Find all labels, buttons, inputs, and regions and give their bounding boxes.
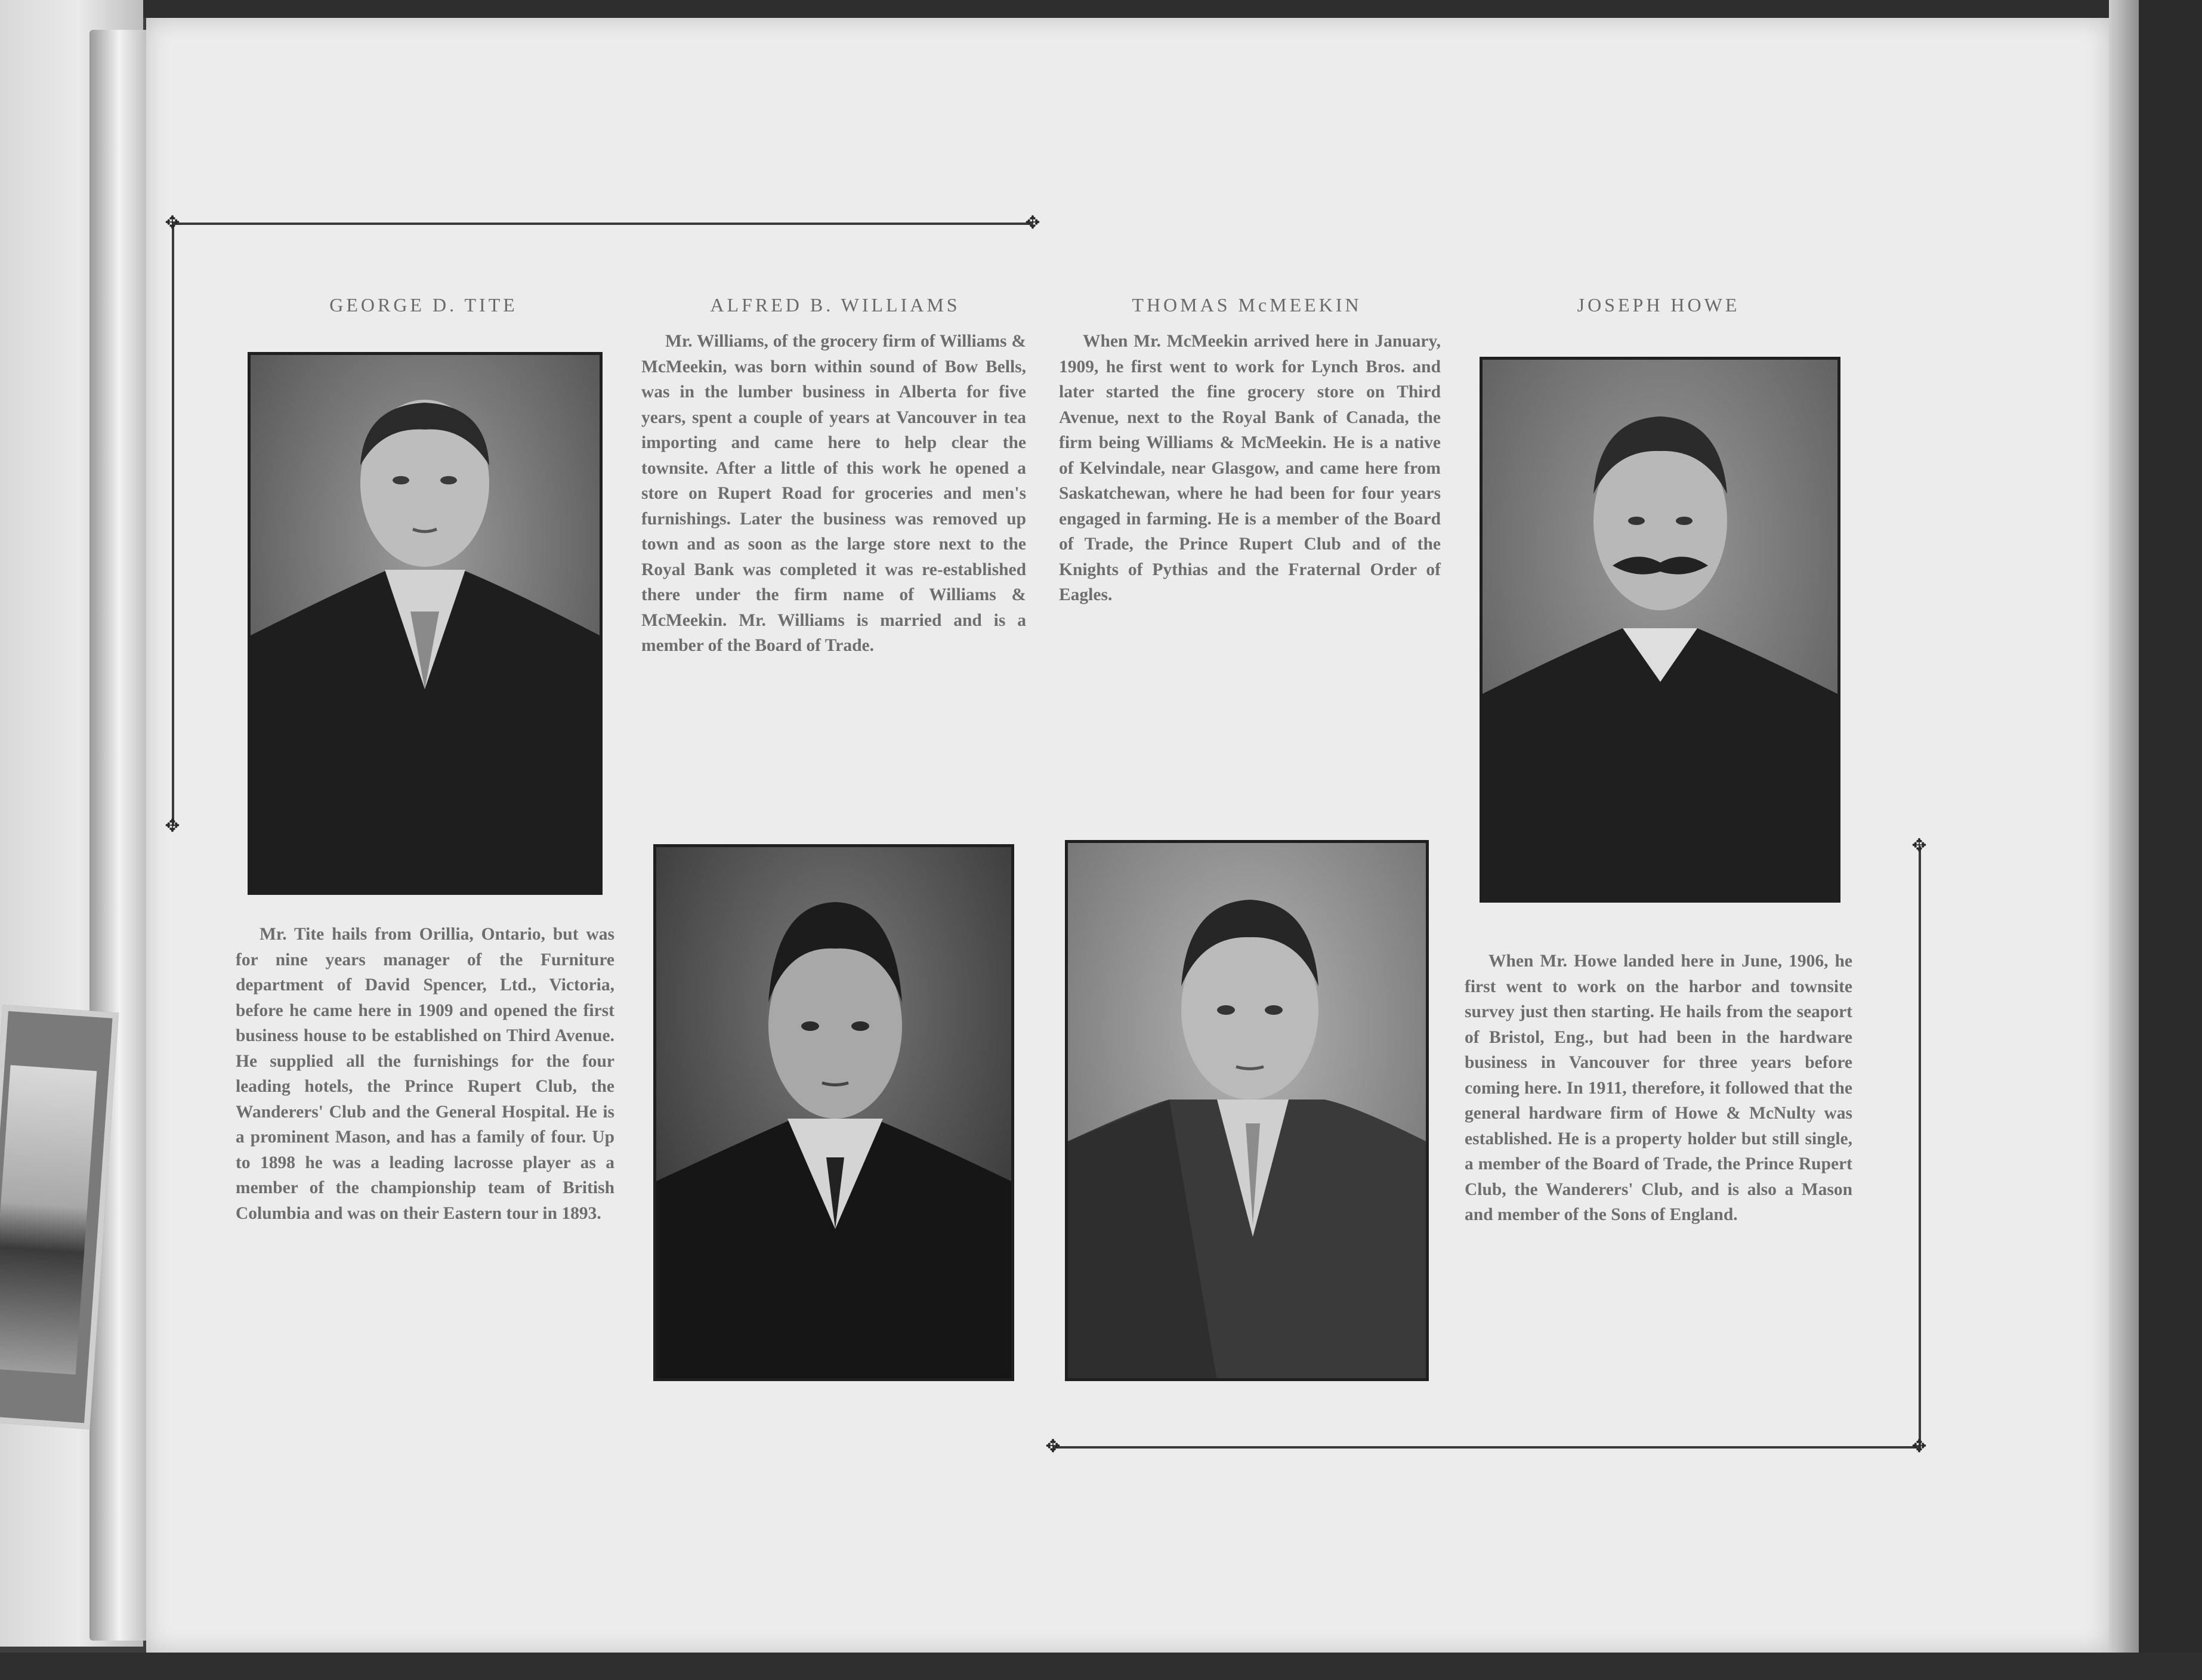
ornament-icon: ✥ xyxy=(1045,1436,1061,1457)
person-biography: When Mr. Howe landed here in June, 1906, he first went to work on the harbor and townsite survey just then starting. He hails from the seaport of Bristol, Eng., but had been in the hardware business in Vancouver for three years before coming here. In 1911, therefore, it followed that the general hardware firm of Howe & McNulty was established. He is a property holder but still single, a member of the Board of Trade, the Prince Rupert Club, the Wanderers' Club, and is also a Mason and member of the Sons of England. xyxy=(1465,952,1852,1224)
scan-border-bottom xyxy=(0,1653,2202,1680)
person-biography: Mr. Williams, of the grocery firm of Williams & McMeekin, was born within sound of Bow Bells, was in the lumber business in Alberta for five years, spent a couple of years at Vancouver in tea importing and came here to help clear the townsite. After a little of this work he opened a store on Rupert Road for groceries and men's furnishings. Later the business was removed up town and as soon as the large store next to the Royal Bank was completed it was re-established there under the firm name of Williams & McMeekin. Mr. Williams is married and is a member of the Board of Trade. xyxy=(641,332,1026,655)
ornament-icon: ✥ xyxy=(165,816,180,836)
person-biography: When Mr. McMeekin arrived here in January, 1909, he first went to work for Lynch Bros. and later started the fine grocery store on Third Avenue, next to the Royal Bank of Canada, the firm being Williams & McMeekin. He is a native of Kelvindale, near Glasgow, and came here from Saskatchewan, where he had been for four years engaged in farming. He is a member of the Board of Trade, the Prince Rupert Club and of the Knights of Pythias and the Fraternal Order of Eagles. xyxy=(1059,332,1441,604)
person-name: GEORGE D. TITE xyxy=(329,294,518,316)
bottom-rule xyxy=(1053,1446,1921,1449)
book-binding xyxy=(89,30,155,1641)
ornament-icon: ✥ xyxy=(165,212,180,233)
portrait-photo xyxy=(653,844,1014,1381)
ornament-icon: ✥ xyxy=(1025,212,1040,233)
right-rule xyxy=(1919,846,1921,1447)
ornament-icon: ✥ xyxy=(1911,1436,1927,1457)
page-edge xyxy=(2109,0,2139,1680)
portrait-photo xyxy=(1480,357,1840,903)
portrait-photo xyxy=(1065,840,1429,1381)
person-biography: Mr. Tite hails from Orillia, Ontario, but was for nine years manager of the Furniture department of David Spencer, Ltd., Victoria, before he came here in 1909 and opened the first business house to be established on Third Avenue. He supplied all the furnishings for the four leading hotels, the Prince Rupert Club, the Wanderers' Club and the General Hospital. He is a prominent Mason, and has a family of four. Up to 1898 he was a leading lacrosse player as a member of the championship team of British Columbia and was on their Eastern tour in 1893. xyxy=(236,925,614,1223)
person-name: ALFRED B. WILLIAMS xyxy=(710,294,961,316)
ornament-icon: ✥ xyxy=(1911,835,1927,856)
person-name: JOSEPH HOWE xyxy=(1577,294,1740,316)
scan-border-top xyxy=(0,0,2202,18)
left-rule xyxy=(172,223,174,826)
scan-border-right xyxy=(2139,0,2202,1680)
top-rule xyxy=(172,223,1032,225)
person-name: THOMAS McMEEKIN xyxy=(1132,294,1362,316)
portrait-photo xyxy=(248,352,603,895)
